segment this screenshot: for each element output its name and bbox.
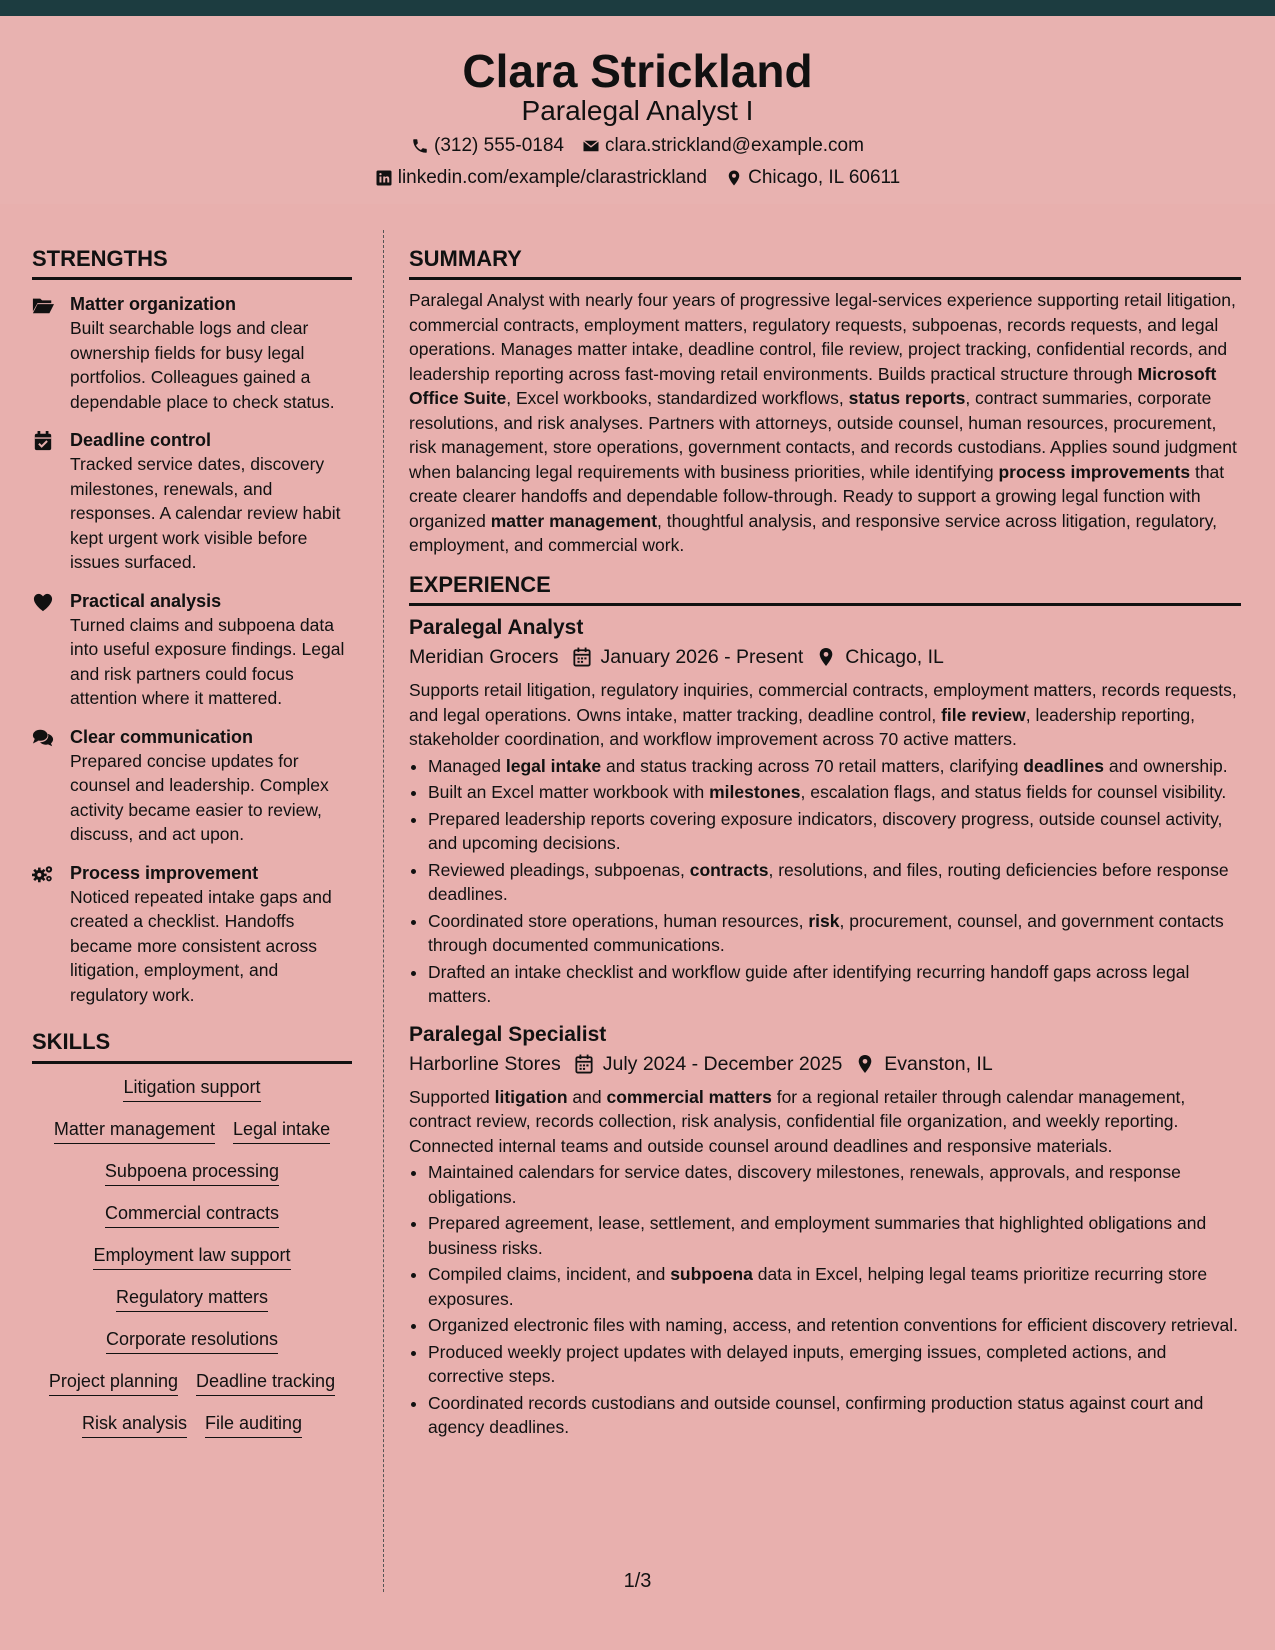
top-accent-bar	[0, 0, 1275, 16]
location-contact	[725, 166, 900, 190]
comments-icon	[32, 728, 54, 748]
job-title: Paralegal Analyst	[409, 616, 584, 640]
map-marker-icon	[817, 647, 835, 667]
folder-open-icon	[32, 295, 54, 315]
linkedin-url: linkedin.com/example/clarastrickland	[397, 167, 708, 188]
bullet-item	[428, 1262, 1241, 1311]
strengths-heading: STRENGTHS	[32, 246, 352, 280]
text-run: Supported	[409, 1086, 495, 1107]
calendar-check-icon	[32, 431, 54, 451]
job-dates: July 2024 - December 2025	[602, 1052, 843, 1075]
bold-text: status reports	[848, 388, 966, 409]
skill-tag: Corporate resolutions	[106, 1328, 278, 1354]
skill-tag: Risk analysis	[82, 1412, 187, 1438]
summary-heading: SUMMARY	[409, 246, 1241, 280]
location-text: Chicago, IL 60611	[748, 167, 901, 188]
bullet-item	[428, 960, 1241, 1009]
text-run: , resolutions, and files, routing deficiencies before response deadlines.	[428, 859, 1229, 905]
skill-tag: Matter management	[54, 1118, 215, 1144]
text-run: , contract summaries, corporate resolutions, and risk analyses. Partners with attorneys, outside counsel, human resources, procurement, risk management, store operations, government contacts, and records custodians. Applies sound judgment when balancing legal requirements with business priorities, while identifying	[409, 388, 1237, 482]
strength-item	[32, 292, 352, 414]
text-run: data in Excel, helping legal teams prioritize recurring store exposures.	[428, 1264, 1208, 1309]
text-run: Compiled claims, incident, and	[428, 1264, 671, 1285]
bold-text: litigation	[494, 1086, 568, 1107]
job-meta	[409, 1049, 1241, 1079]
text-run: for a regional retailer through calendar management, contract review, records collection, risk analysis, confidential file organization, and weekly reporting. Connected internal teams and outside counsel around deadlines and responsive materials.	[409, 1086, 1186, 1156]
linkedin-icon	[375, 169, 393, 187]
phone-contact[interactable]	[411, 134, 564, 158]
bold-text: Microsoft Office Suite	[409, 363, 1217, 409]
text-run: Prepared agreement, lease, settlement, and employment summaries that highlighted obligations and business risks.	[428, 1213, 1207, 1258]
bullet-item	[428, 1340, 1241, 1389]
strength-text: Tracked service dates, discovery milestones, renewals, and responses. A calendar review habit kept urgent work visible before issues surfaced.	[70, 454, 341, 573]
left-column	[32, 246, 352, 1454]
text-run: Supports retail litigation, regulatory inquiries, commercial contracts, employment matters, records requests, and legal operations. Owns intake, matter tracking, deadline control,	[409, 680, 1237, 725]
email-address: clara.strickland@example.com	[604, 135, 864, 156]
text-run: that create clearer handoffs and dependable follow-through. Ready to support a growing legal function with organized	[409, 461, 1225, 531]
phone-number: (312) 555-0184	[434, 135, 564, 156]
text-run: Paralegal Analyst with nearly four years of progressive legal-services experience supporting retail litigation, commercial contracts, employment matters, regulatory requests, subpoenas, records requests, and legal operations. Manages matter intake, deadline control, file review, project tracking, confidential records, and leadership reporting across fast-moving retail environments. Builds practical structure through	[409, 290, 1236, 384]
skill-tag: Regulatory matters	[116, 1286, 268, 1312]
candidate-name: Clara Strickland	[462, 45, 813, 97]
map-marker-icon	[725, 169, 743, 187]
text-run: and	[567, 1086, 607, 1107]
text-run: , leadership reporting, stakeholder coordination, and workflow improvement across 70 active matters.	[409, 704, 1196, 750]
job-description	[409, 678, 1241, 752]
text-run: Drafted an intake checklist and workflow guide after identifying recurring handoff gaps across legal matters.	[428, 961, 1190, 1007]
strength-item	[32, 428, 352, 575]
job-dates: January 2026 - Present	[600, 646, 804, 669]
summary-text	[409, 288, 1241, 558]
skill-tag: Project planning	[49, 1370, 178, 1396]
skill-tag: Litigation support	[123, 1076, 260, 1102]
job-bullets	[409, 1160, 1241, 1440]
strength-title: Deadline control	[70, 430, 212, 451]
strength-text: Noticed repeated intake gaps and created a checklist. Handoffs became more consistent across litigation, employment, and regulatory work.	[70, 886, 332, 1005]
skill-tag: Commercial contracts	[105, 1202, 279, 1228]
email-contact[interactable]	[582, 134, 864, 158]
strength-item	[32, 725, 352, 847]
experience-heading: EXPERIENCE	[409, 572, 1241, 606]
text-run: , thoughtful analysis, and responsive service across litigation, regulatory, employment, and commercial work.	[409, 510, 1218, 556]
candidate-title: Paralegal Analyst I	[521, 95, 754, 126]
map-marker-icon	[856, 1054, 874, 1074]
bullet-item	[428, 909, 1241, 958]
bullet-item	[428, 780, 1241, 805]
company-name: Harborline Stores	[409, 1052, 561, 1075]
text-run: Managed	[428, 755, 506, 776]
bullet-item	[428, 807, 1241, 856]
text-run: Coordinated records custodians and outside counsel, confirming production status against court and agency deadlines.	[428, 1392, 1204, 1438]
job-bullets	[409, 754, 1241, 1009]
text-run: , escalation flags, and status fields for counsel visibility.	[800, 782, 1227, 803]
bold-text: deadlines	[1023, 755, 1105, 776]
strengths-list	[32, 292, 352, 1007]
strength-title: Matter organization	[70, 294, 237, 315]
text-run: Prepared leadership reports covering exposure indicators, discovery progress, outside counsel activity, and upcoming decisions.	[428, 808, 1223, 854]
phone-icon	[411, 137, 429, 155]
resume-header	[0, 16, 1275, 204]
job-entry	[409, 1021, 1241, 1440]
bullet-item	[428, 858, 1241, 907]
job-title: Paralegal Specialist	[409, 1022, 607, 1046]
column-divider	[383, 230, 384, 1592]
text-run: Maintained calendars for service dates, discovery milestones, renewals, approvals, and response obligations.	[428, 1162, 1181, 1207]
strength-text: Prepared concise updates for counsel and leadership. Complex activity became easier to review, discuss, and act upon.	[70, 750, 329, 845]
bullet-item	[428, 1391, 1241, 1440]
skill-tag: Subpoena processing	[105, 1160, 279, 1186]
strength-title: Practical analysis	[70, 590, 222, 611]
cogs-icon	[32, 864, 54, 884]
bold-text: risk	[808, 910, 840, 931]
company-name: Meridian Grocers	[409, 646, 559, 669]
calendar-icon	[575, 1054, 593, 1074]
strength-title: Process improvement	[70, 862, 259, 883]
skill-tag: Employment law support	[93, 1244, 290, 1270]
strength-text: Built searchable logs and clear ownership fields for busy legal portfolios. Colleagues gained a dependable place to check status.	[70, 318, 335, 412]
bold-text: matter management	[490, 510, 658, 531]
heart-icon	[32, 592, 54, 612]
bullet-item	[428, 754, 1241, 779]
bold-text: legal intake	[505, 755, 602, 776]
bold-text: commercial matters	[606, 1086, 772, 1107]
job-meta	[409, 642, 1241, 672]
text-run: and ownership.	[1104, 755, 1228, 776]
job-location: Chicago, IL	[845, 646, 944, 669]
calendar-icon	[573, 647, 591, 667]
text-run: Organized electronic files with naming, access, and retention conventions for efficient discovery retrieval.	[428, 1315, 1238, 1336]
text-run: Coordinated store operations, human resources,	[428, 910, 809, 931]
skill-tag: Legal intake	[233, 1118, 330, 1144]
text-run: Produced weekly project updates with delayed inputs, emerging issues, completed actions, and corrective steps.	[428, 1341, 1167, 1387]
skill-tag: Deadline tracking	[196, 1370, 335, 1396]
text-run: , Excel workbooks, standardized workflows,	[506, 388, 849, 409]
text-run: and status tracking across 70 retail matters, clarifying	[601, 755, 1024, 776]
right-column	[409, 246, 1241, 1442]
text-run: Reviewed pleadings, subpoenas,	[428, 859, 690, 880]
skill-tag: File auditing	[205, 1412, 302, 1438]
bold-text: milestones	[709, 782, 801, 803]
contact-line-1	[0, 134, 1275, 158]
bullet-item	[428, 1211, 1241, 1260]
bullet-item	[428, 1160, 1241, 1209]
job-entry	[409, 614, 1241, 1009]
bold-text: file review	[941, 704, 1026, 725]
bold-text: subpoena	[670, 1264, 753, 1285]
skills-heading: SKILLS	[32, 1029, 352, 1063]
bold-text: contracts	[689, 859, 769, 880]
bullet-item	[428, 1313, 1241, 1338]
strength-item	[32, 589, 352, 711]
job-location: Evanston, IL	[884, 1052, 993, 1075]
strength-item	[32, 861, 352, 1008]
page-number: 1/3	[623, 1570, 652, 1592]
linkedin-contact[interactable]	[375, 166, 707, 190]
contact-line-2	[0, 166, 1275, 190]
bold-text: process improvements	[998, 461, 1191, 482]
text-run: Built an Excel matter workbook with	[428, 782, 710, 803]
skills-list	[32, 1076, 352, 1438]
text-run: , procurement, counsel, and government contacts through documented communications.	[428, 910, 1224, 956]
job-description	[409, 1085, 1241, 1159]
strength-text: Turned claims and subpoena data into useful exposure findings. Legal and risk partners could focus attention where it mattered.	[70, 614, 345, 709]
strength-title: Clear communication	[70, 726, 254, 747]
envelope-icon	[582, 137, 600, 155]
